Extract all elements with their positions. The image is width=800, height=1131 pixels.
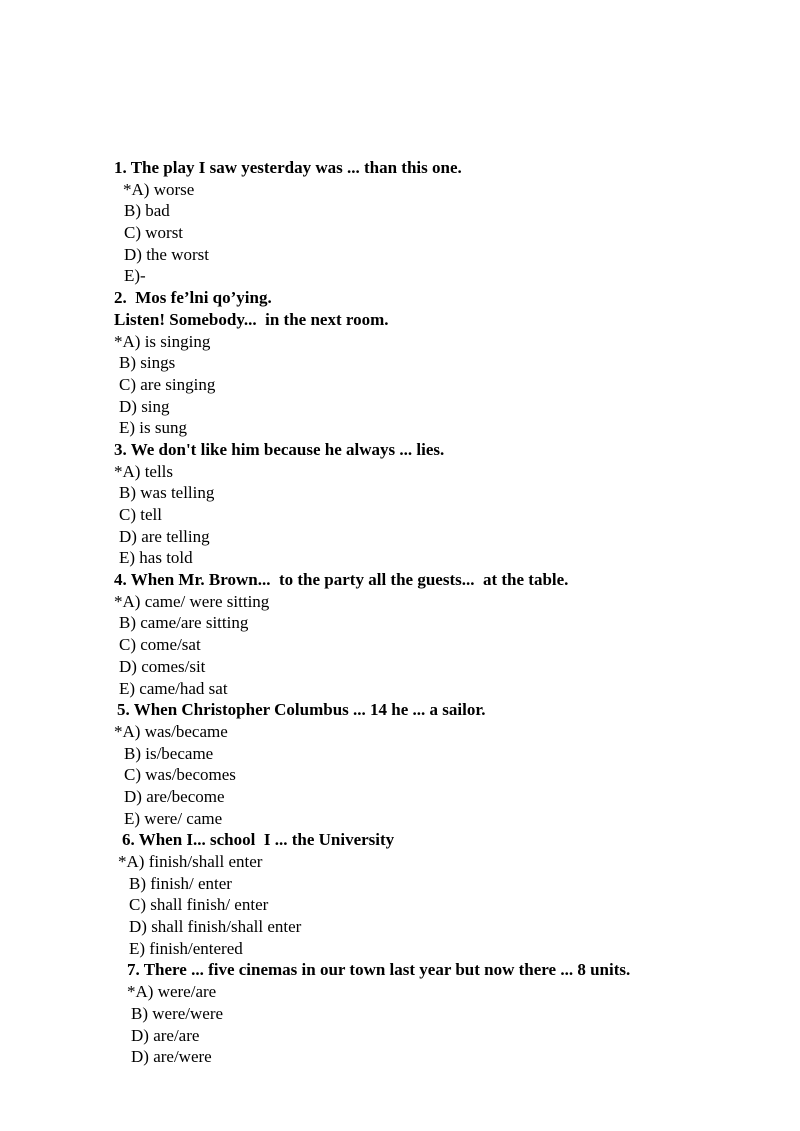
option-d: D) sing	[119, 396, 170, 416]
option-a: *A) is singing	[114, 331, 211, 351]
option-c: C) worst	[124, 223, 184, 243]
option-a: *A) worse	[123, 179, 195, 199]
question-5	[114, 699, 774, 829]
option-c: C) come/sat	[119, 635, 201, 655]
option-d: D) the worst	[124, 244, 209, 264]
question-7	[114, 959, 774, 1067]
option-a: *A) was/became	[114, 721, 228, 741]
option-e: E) came/had sat	[119, 678, 228, 698]
option-d: D) are/become	[124, 786, 225, 806]
option-b: B) was telling	[119, 483, 215, 503]
question-text: 6. When I... school I ... the University	[122, 830, 395, 850]
option-b: B) is/became	[124, 743, 214, 763]
option-a: *A) tells	[114, 461, 174, 481]
option-e: E) were/ came	[124, 808, 223, 828]
option-c: C) shall finish/ enter	[129, 895, 269, 915]
option-b: B) were/were	[131, 1003, 224, 1023]
option-d: D) are telling	[119, 526, 210, 546]
option-a: *A) finish/shall enter	[118, 852, 263, 871]
question-2	[114, 287, 774, 439]
option-e: E) finish/entered	[129, 938, 243, 958]
option-c: C) tell	[119, 505, 162, 524]
option-e: E)-	[124, 266, 146, 286]
option-e: E) has told	[119, 548, 193, 568]
question-text: 7. There ... five cinemas in our town last year but now there ... 8 units.	[127, 960, 631, 980]
question-text: 1. The play I saw yesterday was ... than this one.	[114, 158, 462, 177]
option-e: E) is sung	[119, 418, 187, 438]
question-3	[114, 439, 774, 569]
question-text: 3. We don't like him because he always ... lies.	[114, 439, 445, 459]
question-4	[114, 569, 774, 699]
option-d: D) comes/sit	[119, 656, 206, 676]
question-text: 5. When Christopher Columbus ... 14 he ... a sailor.	[117, 700, 486, 720]
option-a: *A) were/are	[127, 982, 217, 1002]
option-c: C) are singing	[119, 374, 216, 394]
option-b: B) bad	[124, 201, 170, 221]
option-a: *A) came/ were sitting	[114, 591, 270, 611]
option-b: B) finish/ enter	[129, 873, 232, 893]
option-c: C) was/becomes	[124, 765, 236, 785]
option-d: D) shall finish/shall enter	[129, 917, 302, 937]
option-b: B) sings	[119, 353, 176, 373]
question-6	[114, 829, 774, 959]
question-instruction: 2. Mos fe’lni qo’ying.	[114, 288, 272, 308]
question-text: 4. When Mr. Brown... to the party all the guests... at the table.	[114, 570, 569, 590]
question-1	[114, 157, 774, 287]
option-b: B) came/are sitting	[119, 613, 249, 633]
option-d-2: D) are/were	[131, 1047, 212, 1067]
test-content	[114, 157, 774, 1068]
question-text: Listen! Somebody... in the next room.	[114, 309, 389, 329]
option-d: D) are/are	[131, 1025, 200, 1045]
